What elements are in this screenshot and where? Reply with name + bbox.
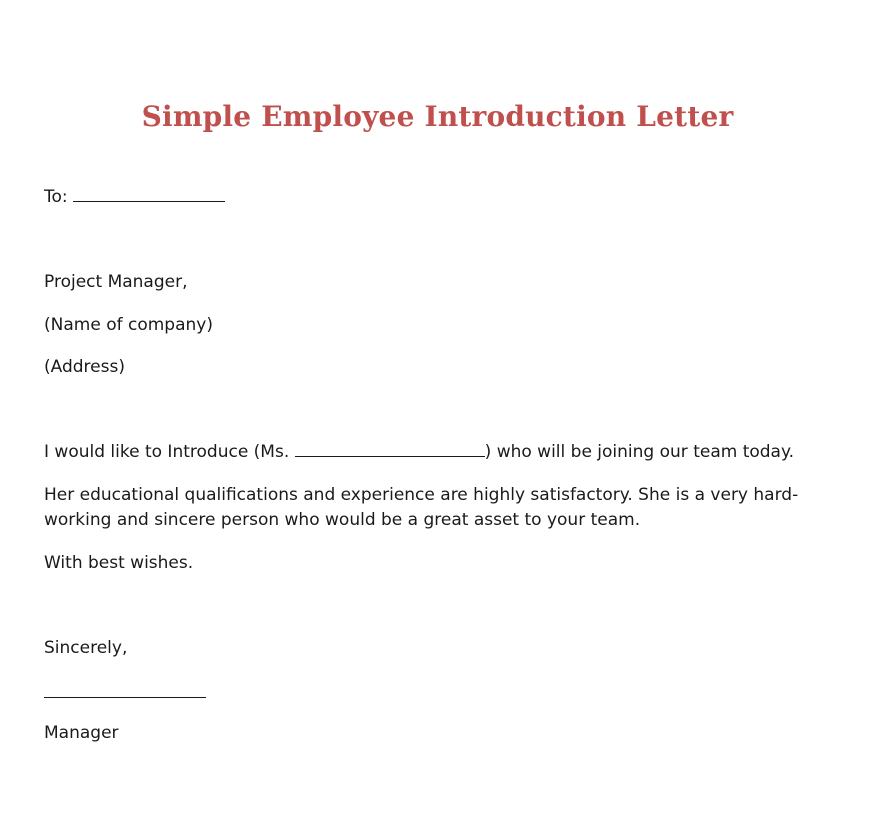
signatory: Manager: [44, 723, 119, 743]
intro-before-blank: I would like to Introduce (Ms.: [44, 442, 290, 462]
recipient-role: Project Manager,: [44, 272, 188, 292]
signature-line: [44, 697, 206, 698]
intro-after-blank: ) who will be joining our team today.: [484, 442, 795, 462]
to-blank-field: [73, 185, 225, 202]
employee-name-blank-field: [295, 440, 485, 457]
best-wishes: With best wishes.: [44, 553, 194, 573]
to-line: [44, 184, 225, 210]
body-paragraph: Her educational qualifications and experience are highly satisfactory. She is a very hard-working and sincere person who would be a great asset to your team.: [44, 485, 799, 530]
to-label: To:: [44, 187, 68, 207]
letter-title: Simple Employee Introduction Letter: [141, 100, 734, 133]
recipient-company: (Name of company): [44, 315, 213, 335]
recipient-address: (Address): [44, 357, 125, 377]
closing: Sincerely,: [44, 638, 128, 658]
intro-sentence: [44, 439, 794, 465]
